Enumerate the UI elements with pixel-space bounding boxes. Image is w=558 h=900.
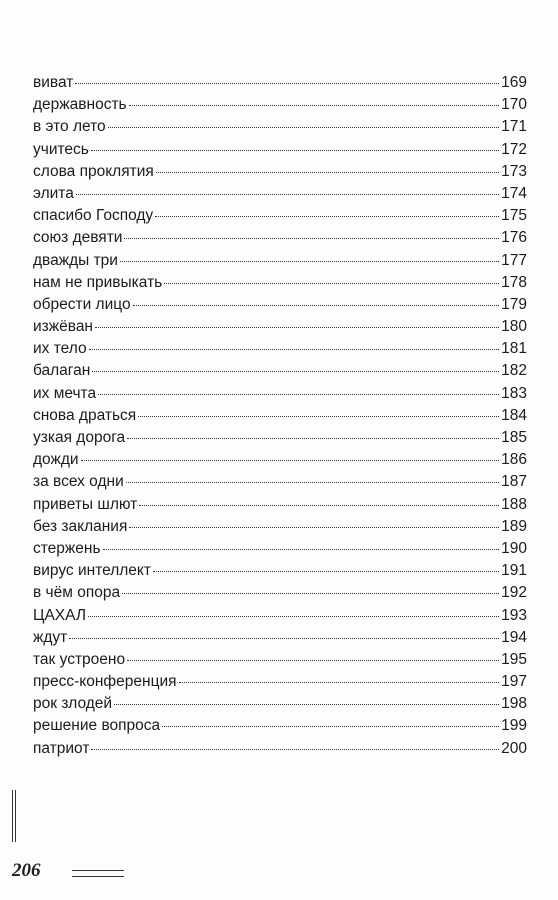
dot-leader <box>76 193 499 195</box>
margin-rule <box>12 790 16 842</box>
toc-entry-title: ждут <box>33 628 68 646</box>
toc-entry-page: 190 <box>501 539 527 557</box>
dot-leader <box>162 725 499 727</box>
toc-entry-page: 193 <box>501 606 527 624</box>
toc-entry-title: союз девяти <box>33 229 123 247</box>
toc-entry-title: державность <box>33 96 127 114</box>
toc-entry-title: дожди <box>33 451 79 469</box>
toc-entry-title: в это лето <box>33 118 106 136</box>
toc-entry <box>33 449 527 471</box>
dot-leader <box>129 526 499 528</box>
dot-leader <box>91 149 499 151</box>
dot-leader <box>92 370 499 372</box>
toc-entry-title: снова драться <box>33 406 137 424</box>
toc-entry-page: 198 <box>501 695 527 713</box>
toc-entry <box>33 250 527 272</box>
dot-leader <box>138 415 499 417</box>
toc-entry <box>33 538 527 560</box>
toc-entry-title: нам не привыкать <box>33 273 163 291</box>
dot-leader <box>139 504 499 506</box>
toc-entry-title: их тело <box>33 340 87 358</box>
dot-leader <box>98 393 499 395</box>
dot-leader <box>129 104 500 106</box>
dot-leader <box>156 171 499 173</box>
toc-entry-page: 200 <box>501 739 527 757</box>
toc-entry-title: учитесь <box>33 140 89 158</box>
toc-entry-title: так устроено <box>33 650 126 668</box>
dot-leader <box>122 592 499 594</box>
toc-entry <box>33 183 527 205</box>
toc-entry-title: изжёван <box>33 318 93 336</box>
toc-entry <box>33 471 527 493</box>
footer-rule <box>72 870 124 877</box>
toc-entry <box>33 338 527 360</box>
toc-entry <box>33 427 527 449</box>
dot-leader <box>120 260 499 262</box>
dot-leader <box>127 659 499 661</box>
dot-leader <box>91 748 499 750</box>
toc-entry <box>33 516 527 538</box>
toc-entry-page: 170 <box>501 96 527 114</box>
toc-entry-title: вирус интеллект <box>33 562 151 580</box>
toc-entry-title: приветы шлют <box>33 495 138 513</box>
toc-entry <box>33 582 527 604</box>
toc-entry-page: 174 <box>501 184 527 202</box>
toc-entry-page: 173 <box>501 162 527 180</box>
dot-leader <box>164 282 499 284</box>
toc-entry-title: рок злодей <box>33 695 113 713</box>
toc-entry-page: 180 <box>501 318 527 336</box>
toc-entry-page: 195 <box>501 650 527 668</box>
toc-entry-title: их мечта <box>33 384 97 402</box>
dot-leader <box>69 637 499 639</box>
dot-leader <box>126 481 499 483</box>
toc-entry <box>33 316 527 338</box>
toc-entry-page: 181 <box>501 340 527 358</box>
dot-leader <box>103 548 500 550</box>
toc-entry <box>33 627 527 649</box>
toc-entry-title: без заклания <box>33 517 128 535</box>
toc-entry-title: решение вопроса <box>33 717 161 735</box>
toc-entry <box>33 649 527 671</box>
toc-entry-page: 175 <box>501 207 527 225</box>
toc-entry-title: за всех одни <box>33 473 124 491</box>
toc-entry-page: 169 <box>501 74 527 91</box>
toc-entry <box>33 405 527 427</box>
toc-entry-title: дважды три <box>33 251 118 269</box>
dot-leader <box>124 237 499 239</box>
dot-leader <box>75 82 499 84</box>
toc-entry-page: 182 <box>501 362 527 380</box>
toc-entry-page: 184 <box>501 406 527 424</box>
toc-entry <box>33 605 527 627</box>
toc-entry <box>33 72 527 94</box>
toc-entry-page: 186 <box>501 451 527 469</box>
toc-entry-title: пресс-конференция <box>33 673 177 691</box>
toc-entry <box>33 560 527 582</box>
toc-entry-page: 188 <box>501 495 527 513</box>
toc-entry-page: 171 <box>501 118 527 136</box>
toc-entry-page: 177 <box>501 251 527 269</box>
toc-entry <box>33 227 527 249</box>
page-number: 206 <box>12 860 41 881</box>
toc-entry-page: 187 <box>501 473 527 491</box>
toc-entry <box>33 161 527 183</box>
toc-entry-title: балаган <box>33 362 91 380</box>
toc-entry-page: 191 <box>501 562 527 580</box>
toc-entry-title: в чём опора <box>33 584 121 602</box>
toc-entry-title: ЦАХАЛ <box>33 606 86 624</box>
toc-entry-page: 185 <box>501 429 527 446</box>
toc-entry-title: обрести лицо <box>33 295 131 313</box>
dot-leader <box>114 703 499 705</box>
toc-entry <box>33 94 527 116</box>
toc-entry-title: слова проклятия <box>33 162 154 180</box>
toc-entry-page: 197 <box>501 673 527 691</box>
toc-entry <box>33 116 527 138</box>
toc-entry <box>33 383 527 405</box>
toc-entry-title: стержень <box>33 539 101 557</box>
toc-entry <box>33 671 527 693</box>
toc-entry-page: 172 <box>501 140 527 158</box>
toc-entry <box>33 205 527 227</box>
dot-leader <box>88 615 499 617</box>
toc-entry-title: виват <box>33 74 74 91</box>
dot-leader <box>95 326 499 328</box>
toc-entry <box>33 360 527 382</box>
dot-leader <box>155 215 499 217</box>
toc-entry-page: 192 <box>501 584 527 602</box>
table-of-contents <box>33 72 527 760</box>
toc-entry-title: патриот <box>33 739 90 757</box>
dot-leader <box>81 459 500 461</box>
toc-entry <box>33 715 527 737</box>
toc-entry <box>33 693 527 715</box>
toc-entry-page: 183 <box>501 384 527 402</box>
toc-entry-page: 178 <box>501 273 527 291</box>
toc-entry-page: 189 <box>501 517 527 535</box>
dot-leader <box>89 348 500 350</box>
toc-entry-title: спасибо Господу <box>33 207 154 225</box>
toc-entry <box>33 272 527 294</box>
toc-entry-page: 179 <box>501 295 527 313</box>
toc-entry-page: 176 <box>501 229 527 247</box>
toc-entry-title: элита <box>33 184 74 202</box>
toc-entry <box>33 139 527 161</box>
toc-entry-page: 199 <box>501 717 527 735</box>
dot-leader <box>108 126 499 128</box>
dot-leader <box>179 681 500 683</box>
dot-leader <box>153 570 499 572</box>
dot-leader <box>133 304 500 306</box>
toc-entry <box>33 738 527 760</box>
dot-leader <box>127 437 499 439</box>
toc-entry <box>33 294 527 316</box>
toc-entry-title: узкая дорога <box>33 429 126 446</box>
toc-entry <box>33 494 527 516</box>
toc-entry-page: 194 <box>501 628 527 646</box>
